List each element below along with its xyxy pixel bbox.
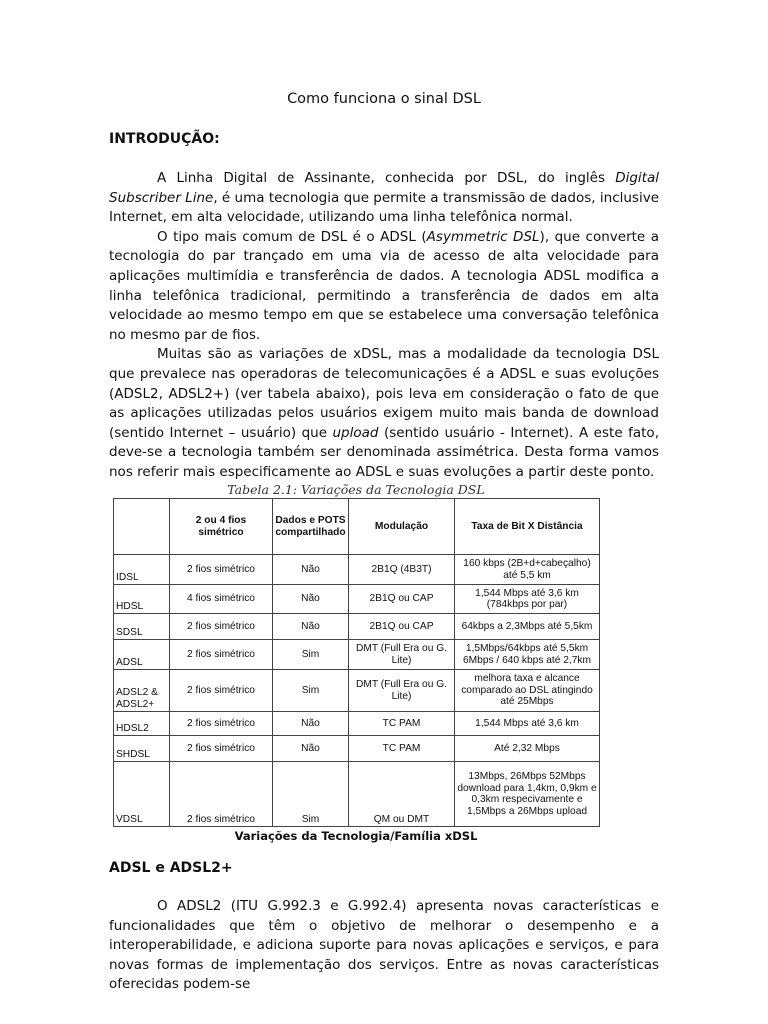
table-row [114, 585, 600, 614]
table-cell: 2 fios simétrico [170, 762, 273, 827]
intro-body [109, 169, 659, 483]
italic-term: Asymmetric DSL [426, 228, 540, 245]
dsl-variations-table [113, 498, 600, 827]
table-cell: DMT (Full Era ou G. Lite) [349, 670, 455, 712]
table-cell-technology: ADSL2 & ADSL2+ [114, 670, 170, 712]
table-cell: 160 kbps (2B+d+cabeçalho) até 5,5 km [455, 555, 600, 585]
table-cell: Não [273, 555, 349, 585]
table-cell: melhora taxa e alcance comparado ao DSL atingindo até 25Mbps [455, 670, 600, 712]
table-cell: 64kbps a 2,3Mbps até 5,5km [455, 614, 600, 640]
text-run: , é uma tecnologia que permite a transmissão de dados, inclusive Internet, em alta velocidade, utilizando uma linha telefônica normal. [109, 189, 659, 226]
text-run: A Linha Digital de Assinante, conhecida por DSL, do inglês [157, 170, 616, 186]
dsl-table-figure [113, 481, 599, 843]
table-cell: 2 fios simétrico [170, 614, 273, 640]
table-cell: Sim [273, 670, 349, 712]
table-cell-technology: VDSL [114, 762, 170, 827]
text-run: ), que converte a tecnologia do par trançado em uma via de acesso de alta velocidade para aplicações multimídia e transferência de dados. A tecnologia ADSL modifica a linha telefônica tradicional, permitindo a transferência de dados em alta velocidade ao mesmo tempo em que se estabelece uma conversação telefônica no mesmo par de fios. [109, 228, 659, 343]
table-cell: TC PAM [349, 712, 455, 736]
paragraph [109, 345, 659, 482]
table-cell: 4 fios simétrico [170, 585, 273, 614]
table-row [114, 712, 600, 736]
adsl-body [109, 897, 659, 995]
table-cell: Até 2,32 Mbps [455, 736, 600, 762]
text-run: Muitas são as variações de xDSL, mas a modalidade da tecnologia DSL que prevalece nas operadoras de telecomunicações é a ADSL e suas evoluções (ADSL2, ADSL2+) (ver tabela abaixo), pois leva em consideração o fato de que as aplicações utilizadas pelos usuários exigem muito mais banda de download (sentido Internet – usuário) que [109, 346, 659, 441]
document-title: Como funciona o sinal DSL [287, 91, 481, 107]
table-header-cell: Dados e POTS compartilhado [273, 499, 349, 555]
table-cell-technology: SHDSL [114, 736, 170, 762]
table-cell: Não [273, 614, 349, 640]
paragraph [109, 897, 659, 995]
section-heading-adsl: ADSL e ADSL2+ [109, 860, 233, 876]
table-cell: 1,5Mbps/64kbps até 5,5km 6Mbps / 640 kbps até 2,7km [455, 640, 600, 670]
table-cell: 2 fios simétrico [170, 736, 273, 762]
table-cell: 1,544 Mbps até 3,6 km [455, 712, 600, 736]
table-cell-technology: HDSL [114, 585, 170, 614]
table-cell: Não [273, 712, 349, 736]
table-cell: 1,544 Mbps até 3,6 km (784kbps por par) [455, 585, 600, 614]
italic-term: Digital Subscriber Line [109, 170, 659, 206]
table-cell: Não [273, 585, 349, 614]
table-body [114, 555, 600, 827]
table-cell: 2 fios simétrico [170, 640, 273, 670]
table-cell: 2B1Q ou CAP [349, 614, 455, 640]
figure-caption: Variações da Tecnologia/Família xDSL [234, 829, 478, 843]
table-row [114, 736, 600, 762]
table-row [114, 670, 600, 712]
table-cell: Sim [273, 762, 349, 827]
table-header-row [114, 499, 600, 555]
table-cell: TC PAM [349, 736, 455, 762]
table-cell: Sim [273, 640, 349, 670]
paragraph [109, 169, 659, 228]
italic-term: upload [332, 424, 379, 441]
table-header-cell: 2 ou 4 fios simétrico [170, 499, 273, 555]
table-cell: 2B1Q (4B3T) [349, 555, 455, 585]
table-header-cell: Taxa de Bit X Distância [455, 499, 600, 555]
table-cell: DMT (Full Era ou G. Lite) [349, 640, 455, 670]
text-run: (sentido usuário - Internet). A este fato, deve-se a tecnologia também ser denominada assimétrica. Desta forma vamos nos referir mais especificamente ao ADSL e suas evoluções a partir deste ponto. [109, 424, 659, 480]
table-cell: 2 fios simétrico [170, 670, 273, 712]
table-row [114, 762, 600, 827]
table-header-cell [114, 499, 170, 555]
table-header-cell: Modulação [349, 499, 455, 555]
table-row [114, 640, 600, 670]
table-cell: QM ou DMT [349, 762, 455, 827]
paragraph [109, 228, 659, 346]
table-row [114, 555, 600, 585]
table-cell-technology: ADSL [114, 640, 170, 670]
text-run: O tipo mais comum de DSL é o ADSL ( [157, 228, 427, 245]
table-cell: 2B1Q ou CAP [349, 585, 455, 614]
section-heading-introducao: INTRODUÇÃO: [109, 131, 220, 147]
table-cell: 13Mbps, 26Mbps 52Mbps download para 1,4km, 0,9km e 0,3km respecivamente e 1,5Mbps a 26Mbps upload [455, 762, 600, 827]
table-cell: 2 fios simétrico [170, 712, 273, 736]
table-cell: Não [273, 736, 349, 762]
table-cell-technology: SDSL [114, 614, 170, 640]
table-caption: Tabela 2.1: Variações da Tecnologia DSL [227, 482, 485, 497]
table-cell-technology: IDSL [114, 555, 170, 585]
text-run: O ADSL2 (ITU G.992.3 e G.992.4) apresenta novas características e funcionalidades que têm o objetivo de melhorar o desempenho e a interoperabilidade, e adiciona suporte para novas aplicações e serviços, e para novas formas de implementação dos serviços. Entre as novas características oferecidas podem-se [109, 898, 659, 993]
table-row [114, 614, 600, 640]
table-cell-technology: HDSL2 [114, 712, 170, 736]
table-cell: 2 fios simétrico [170, 555, 273, 585]
